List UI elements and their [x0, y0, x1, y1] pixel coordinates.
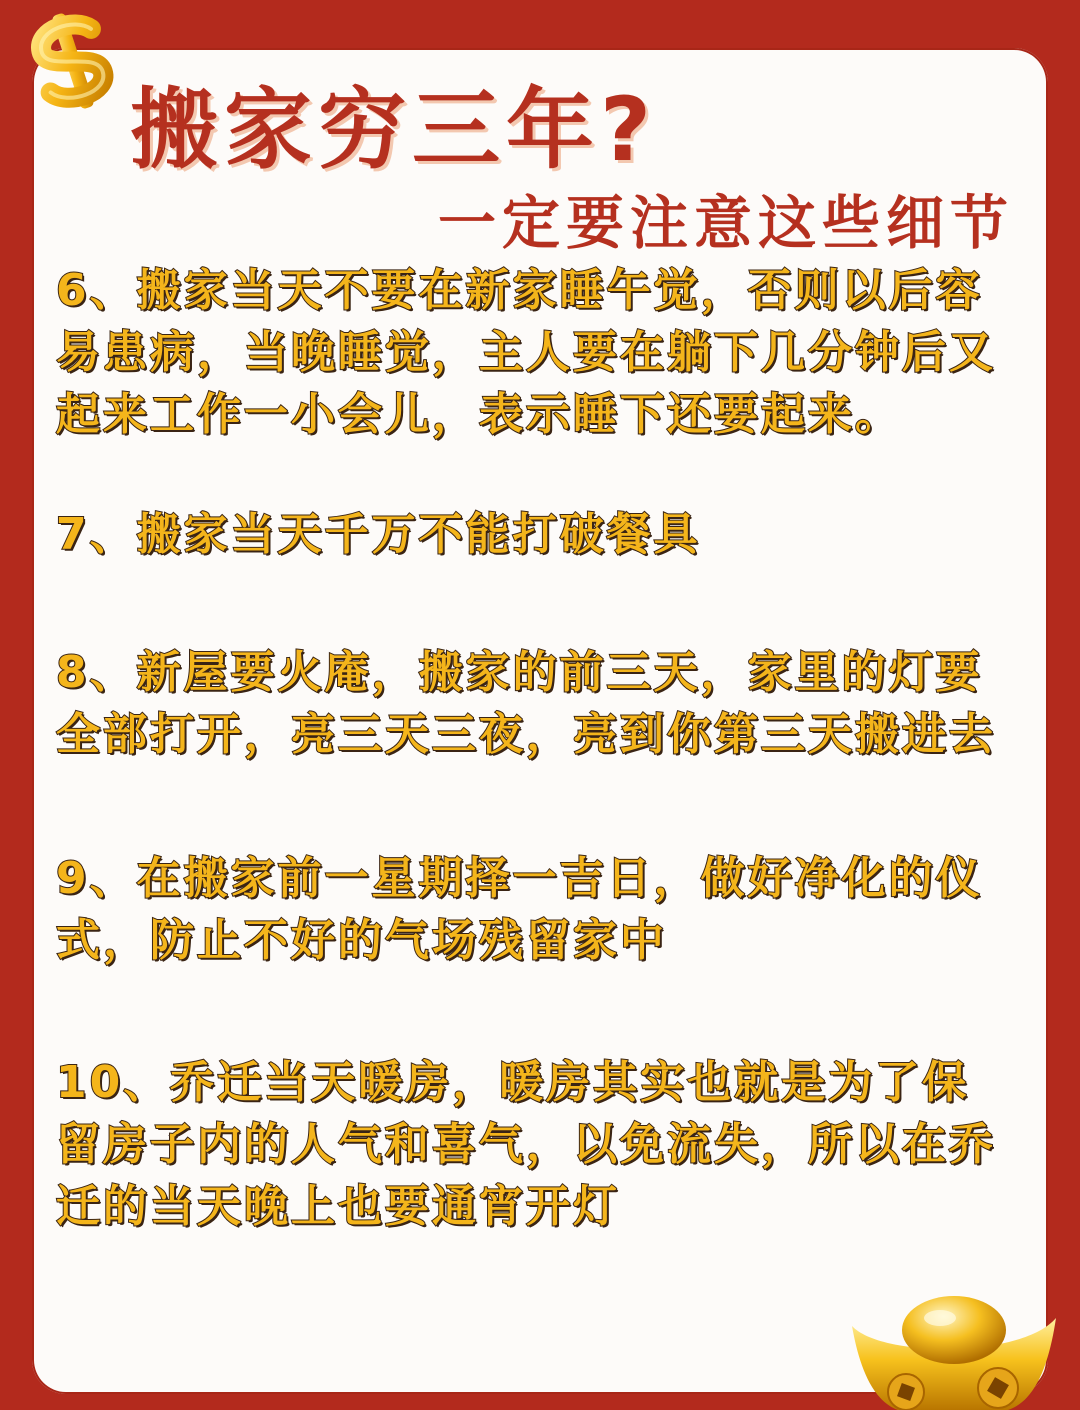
- tip-item-9: 9、在搬家前一星期择一吉日，做好净化的仪式，防止不好的气场残留家中: [56, 853, 983, 966]
- tip-item-6: 6、搬家当天不要在新家睡午觉，否则以后容易患病，当晚睡觉，主人要在躺下几分钟后又起来工作一小会儿，表示睡下还要起来。: [56, 265, 996, 440]
- dollar-sign-icon: [18, 6, 128, 116]
- page-subtitle: 一定要注意这些细节: [437, 189, 1014, 257]
- tip-item-10: 10、乔迁当天暖房，暖房其实也就是为了保留房子内的人气和喜气，以免流失，所以在乔迁的当天晚上也要通宵开灯: [56, 1057, 996, 1232]
- gold-ingot-icon: [842, 1288, 1064, 1410]
- tips-list: [56, 260, 1016, 1238]
- page-title: 搬家穷三年?: [130, 78, 658, 181]
- tip-item-7: 7、搬家当天千万不能打破餐具: [56, 509, 701, 560]
- tip-item-8: 8、新屋要火庵，搬家的前三天，家里的灯要全部打开，亮三天三夜，亮到你第三天搬进去: [56, 647, 996, 760]
- content-card: [32, 48, 1048, 1394]
